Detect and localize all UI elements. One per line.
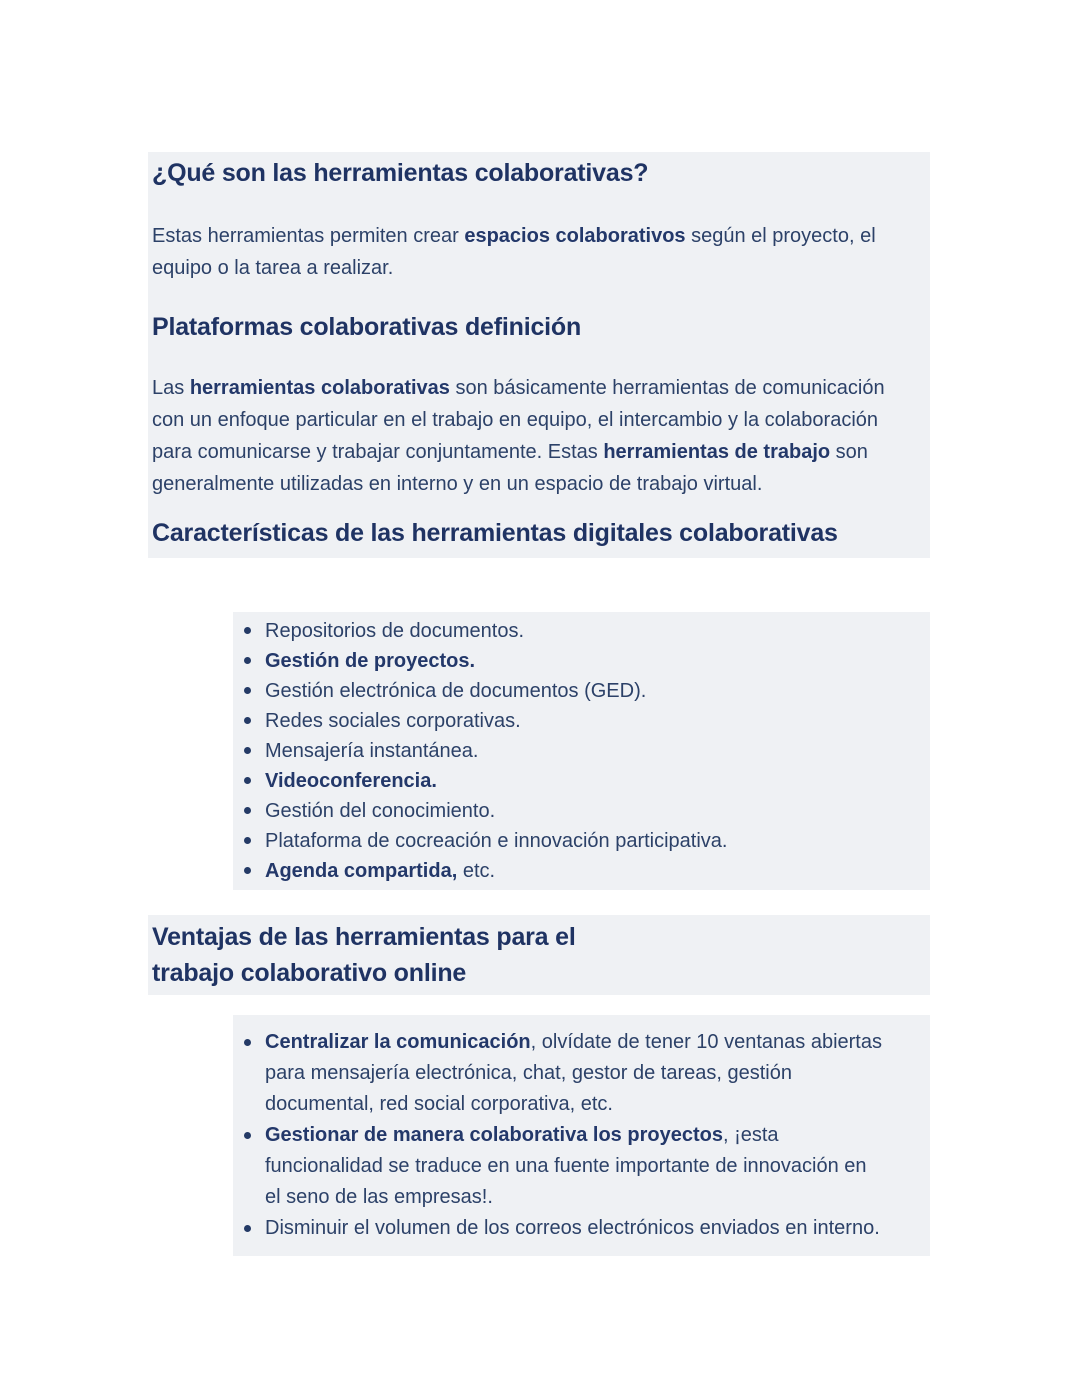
bullet-icon — [244, 837, 251, 844]
list-item — [233, 1120, 885, 1213]
bullet-icon — [244, 627, 251, 634]
section-heading-features: Características de las herramientas digitales colaborativas — [152, 519, 838, 547]
list-item — [233, 676, 910, 706]
list-item-text: Centralizar la comunicación, olvídate de tener 10 ventanas abiertas para mensajería electrónica, chat, gestor de tareas, gestión documental, red social corporativa, etc. — [265, 1031, 882, 1115]
bullet-icon — [244, 1225, 251, 1232]
list-item-text: Gestionar de manera colaborativa los proyectos, ¡esta funcionalidad se traduce en una fuente importante de innovación en el seno de las empresas!. — [265, 1124, 867, 1208]
list-item — [233, 616, 910, 646]
list-item — [233, 796, 910, 826]
section-heading-definition: Plataformas colaborativas definición — [152, 313, 582, 341]
intro-paragraph: Estas herramientas permiten crear espacios colaborativos según el proyecto, el equipo o la tarea a realizar. — [152, 225, 876, 279]
list-item — [233, 706, 910, 736]
advantages-list-section — [233, 1015, 930, 1256]
bullet-icon — [244, 807, 251, 814]
list-item-text: Gestión electrónica de documentos (GED). — [265, 680, 647, 702]
bullet-icon — [244, 687, 251, 694]
list-item — [233, 1027, 885, 1120]
list-item — [233, 736, 910, 766]
list-item-text: Agenda compartida, etc. — [265, 860, 496, 882]
section-heading-advantages: Ventajas de las herramientas para el trabajo colaborativo online — [152, 923, 576, 987]
bullet-icon — [244, 747, 251, 754]
list-item — [233, 826, 910, 856]
bullet-icon — [244, 1039, 251, 1046]
list-item — [233, 856, 910, 886]
list-item — [233, 1213, 885, 1244]
list-item-text: Mensajería instantánea. — [265, 740, 479, 762]
advantages-heading-section — [148, 915, 930, 995]
list-item-text: Disminuir el volumen de los correos electrónicos enviados en interno. — [265, 1217, 880, 1239]
list-item-text: Repositorios de documentos. — [265, 620, 525, 642]
list-item — [233, 646, 910, 676]
bullet-icon — [244, 777, 251, 784]
list-item — [233, 766, 910, 796]
features-list — [233, 616, 910, 886]
definition-paragraph: Las herramientas colaborativas son básicamente herramientas de comunicación con un enfoque particular en el trabajo en equipo, el intercambio y la colaboración para comunicarse y trabajar conjuntamente. Estas herramientas de trabajo son generalmente utilizadas en interno y en un espacio de trabajo virtual. — [152, 377, 885, 495]
list-item-text: Redes sociales corporativas. — [265, 710, 521, 732]
page-title: ¿Qué son las herramientas colaborativas? — [152, 159, 649, 187]
bullet-icon — [244, 1132, 251, 1139]
list-item-text: Videoconferencia. — [265, 770, 437, 792]
list-item-text: Plataforma de cocreación e innovación participativa. — [265, 830, 728, 852]
list-item-text: Gestión de proyectos. — [265, 650, 476, 672]
intro-section — [148, 152, 930, 558]
bullet-icon — [244, 717, 251, 724]
list-item-text: Gestión del conocimiento. — [265, 800, 496, 822]
features-list-section — [233, 612, 930, 890]
advantages-list — [233, 1027, 885, 1244]
bullet-icon — [244, 867, 251, 874]
bullet-icon — [244, 657, 251, 664]
